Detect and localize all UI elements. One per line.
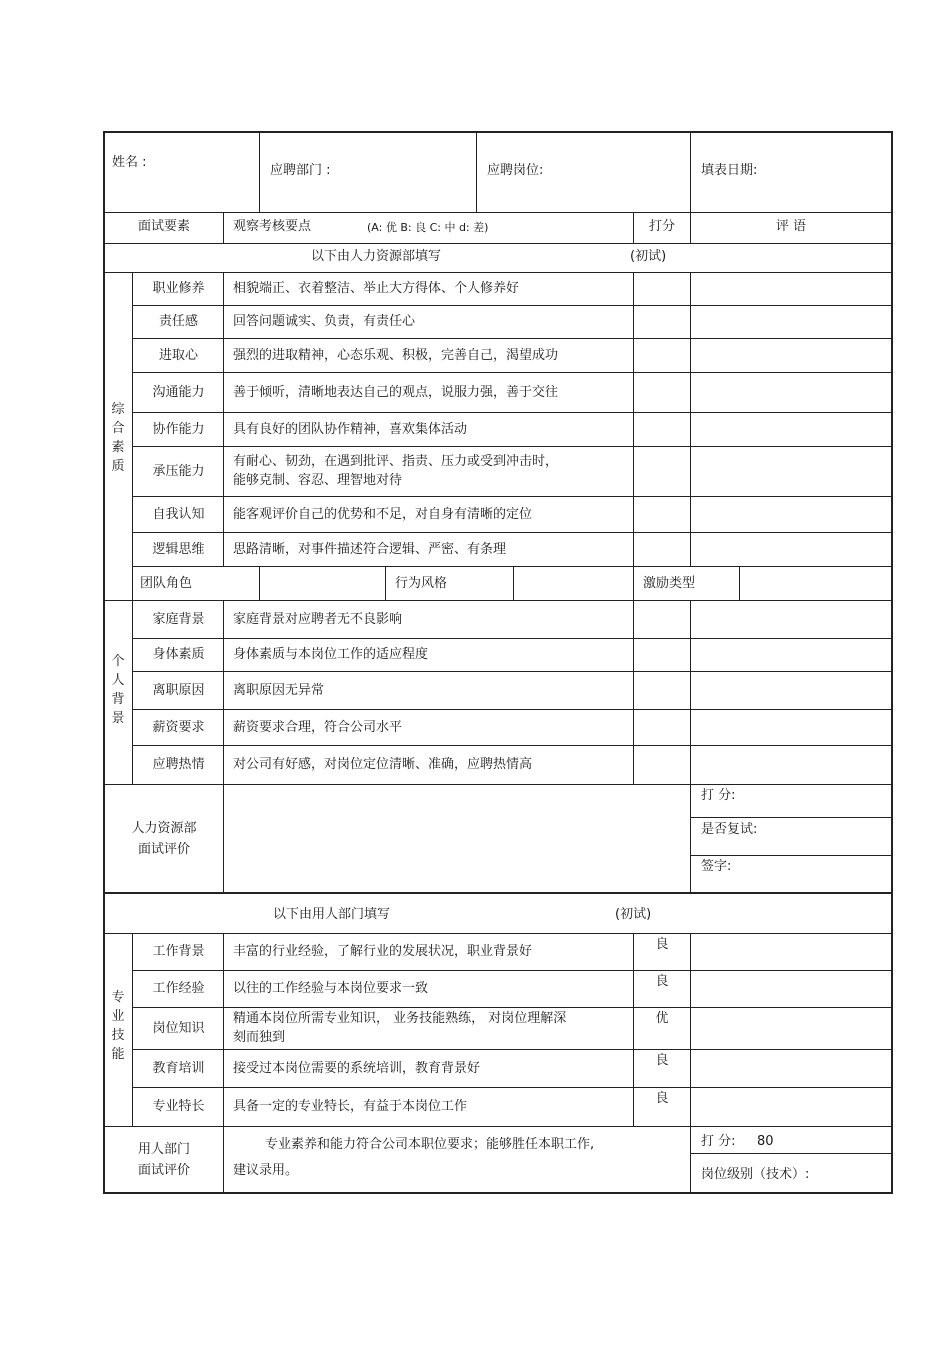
- comment-cell[interactable]: [692, 711, 890, 744]
- dept-score-value: 80: [757, 1134, 774, 1149]
- score-cell[interactable]: [635, 747, 689, 783]
- criteria-text: 对公司有好感，对岗位定位清晰、准确，应聘热情高: [233, 757, 533, 772]
- comment-cell[interactable]: [692, 1051, 890, 1086]
- comment-cell[interactable]: [692, 534, 890, 565]
- score-cell[interactable]: [635, 673, 689, 708]
- group-title-professional: [108, 988, 128, 1064]
- factor-label: 逻辑思维: [152, 541, 205, 557]
- comment-cell[interactable]: [692, 747, 890, 783]
- hr-section-note: (初试): [630, 249, 667, 264]
- factor-label: 沟通能力: [152, 384, 205, 400]
- comment-cell[interactable]: [692, 935, 890, 969]
- comment-cell[interactable]: [692, 602, 890, 637]
- column-comment: 评 语: [775, 219, 807, 234]
- factor-label: 薪资要求: [152, 719, 205, 735]
- score-cell[interactable]: [635, 1051, 689, 1086]
- criteria-text: 家庭背景对应聘者无不良影响: [233, 611, 403, 627]
- comment-cell[interactable]: [692, 640, 890, 670]
- factor-label: 岗位知识: [152, 1020, 205, 1036]
- hr-score-label: 打 分:: [701, 788, 736, 803]
- factor-label: 家庭背景: [152, 611, 205, 627]
- factor-label: 自我认知: [152, 506, 205, 522]
- comment-cell[interactable]: [692, 374, 890, 411]
- dept-eval-label-1: 用人部门: [137, 1142, 190, 1157]
- criteria-text: 回答问题诚实、负责，有责任心: [233, 314, 416, 329]
- factor-label: 工作经验: [152, 981, 205, 996]
- dept-eval-text-2: 建议录用。: [233, 1163, 299, 1178]
- score-cell[interactable]: [635, 498, 689, 531]
- criteria-text: 丰富的行业经验，了解行业的发展状况，职业背景好: [233, 944, 533, 959]
- comment-cell[interactable]: [692, 274, 890, 304]
- criteria-text: 思路清晰，对事件描述符合逻辑、严密、有条理: [233, 541, 507, 557]
- department-label: 应聘部门 :: [270, 163, 331, 178]
- group-title-text: 综合素质: [111, 402, 125, 474]
- factor-label: 应聘热情: [152, 757, 205, 772]
- factor-label: 承压能力: [152, 463, 205, 479]
- factor-label: 教育培训: [152, 1060, 205, 1076]
- position-label: 应聘岗位:: [487, 163, 544, 178]
- hr-eval-textarea[interactable]: [225, 786, 689, 891]
- factor-label: 身体素质: [152, 647, 205, 662]
- dept-eval-label-2: 面试评价: [137, 1163, 190, 1178]
- factor-label: 专业特长: [152, 1099, 205, 1114]
- score-cell[interactable]: [635, 307, 689, 337]
- hr-eval-label-2: 面试评价: [137, 842, 190, 857]
- team-role-label: 团队角色: [140, 576, 193, 591]
- criteria-text: 能客观评价自己的优势和不足，对自身有清晰的定位: [233, 506, 533, 522]
- comment-cell[interactable]: [692, 673, 890, 708]
- score-cell[interactable]: [635, 972, 689, 1006]
- factor-label: 工作背景: [152, 944, 205, 959]
- grade-value: 良: [655, 1091, 669, 1106]
- criteria-text: 薪资要求合理，符合公司水平: [233, 719, 403, 735]
- comment-cell[interactable]: [692, 1089, 890, 1125]
- group-title-background: [108, 652, 128, 728]
- comment-cell[interactable]: [692, 972, 890, 1006]
- criteria-text: 善于倾听，清晰地表达自己的观点，说服力强，善于交往: [233, 384, 559, 400]
- column-points: 观察考核要点: [233, 219, 312, 234]
- grade-value: 良: [655, 937, 669, 952]
- criteria-text: 精通本岗位所需专业知识， 业务技能熟练， 对岗位理解深: [233, 1011, 567, 1026]
- comment-cell[interactable]: [692, 414, 890, 445]
- score-cell[interactable]: [635, 274, 689, 304]
- hr-eval-label-1: 人力资源部: [131, 821, 197, 836]
- dept-eval-text-1: 专业素养和能力符合公司本职位要求；能够胜任本职工作,: [265, 1137, 595, 1152]
- behavior-style-label: 行为风格: [395, 576, 448, 591]
- comment-cell[interactable]: [692, 448, 890, 495]
- comment-cell[interactable]: [692, 498, 890, 531]
- grade-hint: (A: 优 B: 良 C: 中 d: 差): [367, 221, 489, 234]
- score-cell[interactable]: [635, 448, 689, 495]
- criteria-text-line2: 能够克制、容忍、理智地对待: [233, 473, 403, 488]
- comment-cell[interactable]: [692, 340, 890, 371]
- grade-value: 良: [655, 974, 669, 989]
- retest-label: 是否复试:: [701, 822, 758, 837]
- score-cell[interactable]: [635, 340, 689, 371]
- criteria-text: 以往的工作经验与本岗位要求一致: [233, 981, 429, 996]
- score-cell[interactable]: [635, 602, 689, 637]
- score-cell[interactable]: [635, 1009, 689, 1048]
- comment-cell[interactable]: [692, 307, 890, 337]
- grade-value: 良: [655, 1053, 669, 1068]
- fill-date-label: 填表日期:: [701, 163, 758, 178]
- column-score: 打分: [648, 219, 675, 234]
- comment-cell[interactable]: [692, 1009, 890, 1048]
- score-cell[interactable]: [635, 414, 689, 445]
- criteria-text: 离职原因无异常: [233, 682, 325, 698]
- group-title-comprehensive: [108, 400, 128, 476]
- motivation-type-label: 激励类型: [643, 576, 696, 591]
- factor-label: 职业修养: [152, 281, 205, 296]
- score-cell[interactable]: [635, 1089, 689, 1125]
- signature-label: 签字:: [701, 859, 732, 874]
- column-factor: 面试要素: [137, 219, 190, 234]
- group-title-text: 专业技能: [111, 990, 125, 1062]
- criteria-text: 身体素质与本岗位工作的适应程度: [233, 647, 429, 662]
- position-level-label: 岗位级别（技术）:: [701, 1167, 810, 1182]
- factor-label: 协作能力: [152, 421, 205, 437]
- criteria-text-line2: 刻而独到: [233, 1030, 286, 1045]
- score-cell[interactable]: [635, 374, 689, 411]
- criteria-text: 强烈的进取精神，心态乐观、积极，完善自己，渴望成功: [233, 347, 559, 363]
- score-cell[interactable]: [635, 935, 689, 969]
- factor-label: 责任感: [158, 314, 198, 329]
- factor-label: 离职原因: [152, 682, 205, 698]
- factor-label: 进取心: [158, 347, 198, 363]
- score-cell[interactable]: [635, 711, 689, 744]
- criteria-text: 有耐心、韧劲，在遇到批评、指责、压力或受到冲击时，: [233, 454, 559, 469]
- dept-section-banner: 以下由用人部门填写: [273, 907, 391, 922]
- criteria-text: 相貌端正、衣着整洁、举止大方得体、个人修养好: [233, 281, 520, 296]
- criteria-text: 具有良好的团队协作精神，喜欢集体活动: [233, 421, 468, 437]
- group-title-text: 个人背景: [111, 654, 125, 726]
- criteria-text: 接受过本岗位需要的系统培训，教育背景好: [233, 1060, 481, 1076]
- grade-value: 优: [655, 1011, 669, 1026]
- criteria-text: 具备一定的专业特长，有益于本岗位工作: [233, 1099, 468, 1114]
- name-label: 姓名 :: [112, 155, 147, 170]
- dept-section-note: (初试): [615, 907, 652, 922]
- dept-score-label: 打 分:: [701, 1134, 736, 1149]
- score-cell[interactable]: [635, 640, 689, 670]
- score-cell[interactable]: [635, 534, 689, 565]
- hr-section-banner: 以下由人力资源部填写: [311, 249, 442, 264]
